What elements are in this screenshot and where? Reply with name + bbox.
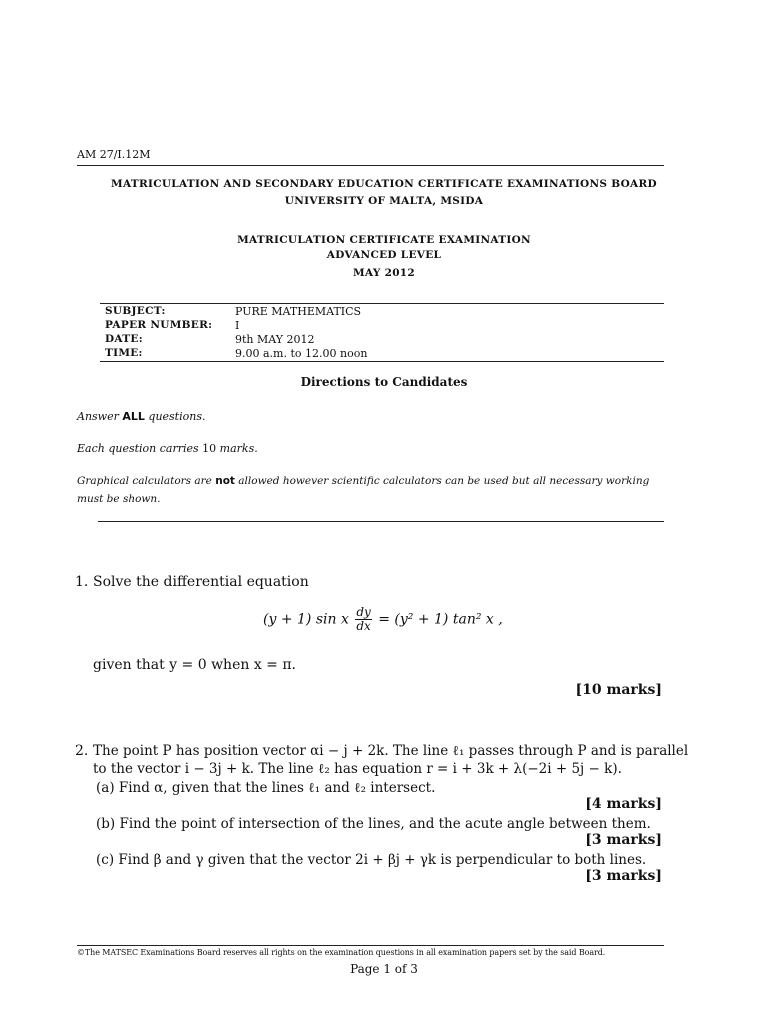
table-value: PURE MATHEMATICS (235, 305, 362, 318)
derivative-fraction (355, 606, 371, 633)
header-rule (77, 165, 664, 166)
directions-text: Each question carries (77, 442, 203, 455)
copyright-notice: ©The MATSEC Examinations Board reserves all rights on the examination questions in all examination papers set by the said Board. (77, 948, 606, 957)
directions-text: questions. (144, 410, 206, 423)
q1-condition: given that y = 0 when x = π. (93, 657, 296, 673)
q2-part-b: (b) Find the point of intersection of the lines, and the acute angle between them. (96, 816, 651, 832)
directions-answer-all (77, 410, 205, 423)
board-line: MATRICULATION AND SECONDARY EDUCATION CERTIFICATE EXAMINATIONS BOARD (111, 178, 657, 190)
directions-calculators (77, 475, 667, 487)
table-label: PAPER NUMBER: (105, 319, 213, 331)
directions-emphasis: ALL (122, 410, 145, 423)
q2-number: 2. (75, 743, 89, 759)
directions-emphasis: not (215, 475, 235, 487)
page-number: Page 1 of 3 (350, 962, 418, 976)
table-top-rule (100, 303, 664, 304)
q2-marks-c: [3 marks] (585, 868, 662, 884)
paper-code: AM 27/I.12M (77, 148, 151, 161)
q1-text: Solve the differential equation (93, 574, 309, 590)
footer-rule (77, 945, 664, 946)
q2-part-c: (c) Find β and γ given that the vector 2i + βj + γk is perpendicular to both lines. (96, 852, 647, 868)
q2-line2: to the vector i − 3j + k. The line ℓ₂ has equation r = i + 3k + λ(−2i + 5j − k). (93, 761, 622, 777)
directions-rule (98, 521, 664, 522)
directions-text: Graphical calculators are (77, 475, 216, 487)
table-label: TIME: (105, 347, 143, 359)
university-line: UNIVERSITY OF MALTA, MSIDA (284, 195, 484, 207)
directions-text: allowed however scientific calculators can be used but all necessary working (234, 475, 650, 487)
q1-marks: [10 marks] (575, 682, 662, 698)
directions-text: marks. (216, 442, 258, 455)
directions-number: 10 (202, 442, 217, 455)
eq-left: (y + 1) sin x (263, 611, 349, 628)
fraction-numerator: dy (356, 605, 371, 619)
exam-title: MATRICULATION CERTIFICATE EXAMINATION (237, 234, 531, 246)
q2-marks-a: [4 marks] (585, 796, 662, 812)
q2-line1: The point P has position vector αi − j + 2k. The line ℓ₁ passes through P and is parallel (93, 743, 689, 759)
exam-level: ADVANCED LEVEL (326, 249, 442, 261)
fraction-denominator: dx (356, 619, 371, 633)
table-label: DATE: (105, 333, 143, 345)
q1-equation (263, 606, 503, 633)
directions-text: Answer (77, 410, 123, 423)
exam-session: MAY 2012 (352, 267, 416, 279)
table-label: SUBJECT: (105, 305, 166, 317)
directions-marks (77, 442, 258, 455)
table-value: I (235, 319, 240, 332)
table-value: 9.00 a.m. to 12.00 noon (235, 347, 368, 360)
table-bottom-rule (100, 361, 664, 362)
q2-part-a: (a) Find α, given that the lines ℓ₁ and ℓ₂ intersect. (96, 780, 436, 796)
q1-number: 1. (75, 574, 89, 590)
table-value: 9th MAY 2012 (235, 333, 315, 346)
eq-right: = (y² + 1) tan² x , (378, 611, 503, 628)
q2-marks-b: [3 marks] (585, 832, 662, 848)
directions-calculators-cont: must be shown. (77, 493, 161, 505)
directions-heading: Directions to Candidates (300, 375, 468, 389)
